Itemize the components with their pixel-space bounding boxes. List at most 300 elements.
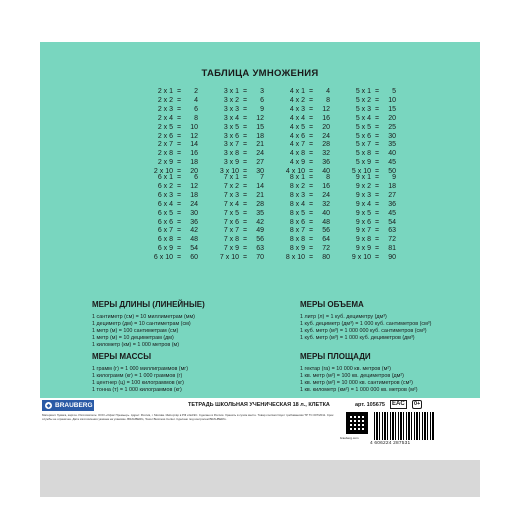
table-row: [338, 133, 398, 142]
expression: 4 x 9: [289, 159, 305, 167]
expression: 4 x 10: [285, 168, 305, 176]
table-row: [338, 174, 398, 183]
equals-sign: =: [242, 218, 248, 226]
expression: 3 x 2: [223, 96, 239, 104]
product: 32: [322, 200, 330, 208]
expression: 4 x 7: [289, 141, 305, 149]
equals-sign: =: [308, 200, 314, 208]
table-row: [206, 254, 266, 263]
expression: 8 x 5: [289, 209, 305, 217]
equals-sign: =: [308, 236, 314, 244]
equals-sign: =: [242, 141, 248, 149]
product: 63: [256, 245, 264, 253]
product: 16: [322, 114, 330, 122]
equals-sign: =: [374, 218, 380, 226]
expression: 5 x 3: [355, 105, 371, 113]
product: 14: [190, 141, 198, 149]
expression: 5 x 10: [351, 168, 371, 176]
table-row: [272, 97, 332, 106]
fine-print: Материал: бумага, картон. Изготовитель: ООО «Офис Премьер». Адрес: Россия, г. Москва. Импортёр в РФ и ЕАЭС. Сделано в России. Хранить в сухом месте. Товар соответствует требованиям ТР ТС 007/2011. Срок службы не ограничен. Дата изготовления указана на упаковке. BRAUBERG, Tower Business Center. Сделано под контролем BRAUBERG.: [42, 414, 334, 421]
table-row: [338, 141, 398, 150]
expression: 3 x 9: [223, 159, 239, 167]
product: 28: [322, 141, 330, 149]
equals-sign: =: [242, 168, 248, 176]
product: 48: [322, 218, 330, 226]
table-row: [206, 201, 266, 210]
equals-sign: =: [242, 191, 248, 199]
equals-sign: =: [176, 218, 182, 226]
table-row: [272, 124, 332, 133]
equals-sign: =: [242, 114, 248, 122]
barcode-number: 4 606224 287531: [370, 441, 411, 446]
table-row: [272, 159, 332, 168]
expression: 8 x 4: [289, 200, 305, 208]
expression: 5 x 5: [355, 123, 371, 131]
table-row: [206, 219, 266, 228]
product: 24: [322, 132, 330, 140]
volume-measures-title: МЕРЫ ОБЪЕМА: [300, 300, 364, 309]
product: 35: [388, 141, 396, 149]
product: 15: [256, 123, 264, 131]
table-row: [206, 174, 266, 183]
equals-sign: =: [176, 159, 182, 167]
expression: 8 x 2: [289, 182, 305, 190]
volume-measures: [300, 300, 490, 342]
product: 64: [322, 236, 330, 244]
table-row: [206, 150, 266, 159]
table-column-5: [338, 88, 398, 177]
product: 60: [190, 254, 198, 262]
expression: 7 x 10: [219, 254, 239, 262]
table-row: [140, 192, 200, 201]
product: 36: [322, 159, 330, 167]
equals-sign: =: [242, 200, 248, 208]
equals-sign: =: [242, 254, 248, 262]
equals-sign: =: [242, 227, 248, 235]
measure-line: 1 гектар (га) = 10 000 кв. метров (м²): [300, 366, 391, 372]
expression: 6 x 8: [157, 236, 173, 244]
table-row: [338, 150, 398, 159]
mass-measures-title: МЕРЫ МАССЫ: [92, 352, 152, 361]
product: 21: [256, 141, 264, 149]
table-row: [272, 150, 332, 159]
expression: 3 x 6: [223, 132, 239, 140]
expression: 7 x 4: [223, 200, 239, 208]
product: 35: [256, 209, 264, 217]
expression: 8 x 8: [289, 236, 305, 244]
equals-sign: =: [374, 174, 380, 181]
equals-sign: =: [308, 218, 314, 226]
table-row: [272, 141, 332, 150]
equals-sign: =: [308, 123, 314, 131]
product-description: ТЕТРАДЬ ШКОЛЬНАЯ УЧЕНИЧЕСКАЯ 18 л., КЛЕТКА: [188, 402, 330, 408]
product: 12: [190, 182, 198, 190]
expression: 2 x 3: [157, 105, 173, 113]
table-row: [206, 192, 266, 201]
equals-sign: =: [176, 200, 182, 208]
expression: 4 x 3: [289, 105, 305, 113]
equals-sign: =: [374, 191, 380, 199]
expression: 6 x 7: [157, 227, 173, 235]
table-row: [272, 192, 332, 201]
product: 14: [256, 182, 264, 190]
table-row: [338, 245, 398, 254]
equals-sign: =: [308, 88, 314, 95]
product: 16: [322, 182, 330, 190]
product: 70: [256, 254, 264, 262]
table-row: [272, 201, 332, 210]
expression: 4 x 5: [289, 123, 305, 131]
product: 6: [260, 96, 264, 104]
equals-sign: =: [374, 254, 380, 262]
equals-sign: =: [308, 227, 314, 235]
equals-sign: =: [176, 141, 182, 149]
equals-sign: =: [374, 123, 380, 131]
equals-sign: =: [374, 200, 380, 208]
table-row: [140, 115, 200, 124]
equals-sign: =: [308, 191, 314, 199]
product: 63: [388, 227, 396, 235]
product: 30: [256, 168, 264, 176]
table-row: [206, 124, 266, 133]
product: 56: [322, 227, 330, 235]
expression: 3 x 4: [223, 114, 239, 122]
expression: 6 x 10: [153, 254, 173, 262]
measure-line: 1 километр (км) = 1 000 метров (м): [92, 342, 179, 348]
page-title: ТАБЛИЦА УМНОЖЕНИЯ: [201, 68, 319, 79]
product: 40: [322, 168, 330, 176]
expression: 2 x 4: [157, 114, 173, 122]
table-row: [206, 115, 266, 124]
product: 45: [388, 209, 396, 217]
equals-sign: =: [176, 88, 182, 95]
table-row: [338, 159, 398, 168]
product: 8: [326, 96, 330, 104]
product: 30: [190, 209, 198, 217]
expression: 3 x 1: [223, 88, 239, 95]
equals-sign: =: [242, 105, 248, 113]
equals-sign: =: [308, 132, 314, 140]
expression: 5 x 4: [355, 114, 371, 122]
barcode-icon: [374, 412, 434, 440]
equals-sign: =: [308, 96, 314, 104]
product: 3: [260, 88, 264, 95]
equals-sign: =: [176, 209, 182, 217]
product: 36: [190, 218, 198, 226]
product: 27: [256, 159, 264, 167]
product: 21: [256, 191, 264, 199]
table-row: [140, 174, 200, 183]
product: 16: [190, 150, 198, 158]
table-row: [272, 219, 332, 228]
table-row: [140, 183, 200, 192]
expression: 8 x 6: [289, 218, 305, 226]
table-row: [338, 201, 398, 210]
expression: 9 x 5: [355, 209, 371, 217]
equals-sign: =: [374, 227, 380, 235]
expression: 6 x 6: [157, 218, 173, 226]
product: 54: [190, 245, 198, 253]
product: 10: [388, 96, 396, 104]
expression: 3 x 10: [219, 168, 239, 176]
equals-sign: =: [176, 150, 182, 158]
table-row: [272, 174, 332, 183]
equals-sign: =: [374, 105, 380, 113]
product: 45: [388, 159, 396, 167]
table-row: [338, 115, 398, 124]
product: 20: [322, 123, 330, 131]
expression: 5 x 2: [355, 96, 371, 104]
equals-sign: =: [176, 254, 182, 262]
table-column-7: [206, 174, 266, 263]
product: 24: [322, 191, 330, 199]
expression: 2 x 2: [157, 96, 173, 104]
measure-line: 1 куб. дециметр (дм³) = 1 000 куб. сантиметров (см³): [300, 321, 432, 327]
equals-sign: =: [176, 96, 182, 104]
bottom-strip: [40, 460, 480, 497]
product: 10: [190, 123, 198, 131]
table-row: [206, 106, 266, 115]
expression: 8 x 3: [289, 191, 305, 199]
table-row: [140, 97, 200, 106]
equals-sign: =: [374, 96, 380, 104]
equals-sign: =: [242, 123, 248, 131]
table-row: [338, 183, 398, 192]
expression: 8 x 7: [289, 227, 305, 235]
mass-measures: [92, 352, 282, 394]
equals-sign: =: [176, 245, 182, 253]
expression: 3 x 3: [223, 105, 239, 113]
expression: 6 x 2: [157, 182, 173, 190]
expression: 7 x 8: [223, 236, 239, 244]
table-row: [338, 227, 398, 236]
equals-sign: =: [308, 150, 314, 158]
product: 25: [388, 123, 396, 131]
multiplication-table: [140, 88, 470, 308]
table-column-2: [140, 88, 200, 177]
table-row: [272, 115, 332, 124]
age-rating: 0+: [414, 401, 421, 407]
product: 50: [388, 168, 396, 176]
product: 20: [388, 114, 396, 122]
product: 7: [260, 174, 264, 181]
product: 12: [322, 105, 330, 113]
table-row: [206, 183, 266, 192]
measure-line: 1 литр (л) = 1 куб. дециметру (дм³): [300, 314, 387, 320]
measure-line: 1 метр (м) = 10 дециметрам (дм): [92, 335, 174, 341]
length-measures: [92, 300, 282, 349]
expression: 9 x 9: [355, 245, 371, 253]
table-row: [272, 236, 332, 245]
product: 28: [256, 200, 264, 208]
brand-name: BRAUBERG: [55, 402, 93, 409]
table-row: [206, 141, 266, 150]
equals-sign: =: [176, 174, 182, 181]
qr-code-icon: [346, 412, 368, 434]
table-row: [338, 210, 398, 219]
equals-sign: =: [242, 150, 248, 158]
measure-line: 1 метр (м) = 100 сантиметрам (см): [92, 328, 179, 334]
equals-sign: =: [374, 209, 380, 217]
equals-sign: =: [242, 236, 248, 244]
table-row: [206, 236, 266, 245]
equals-sign: =: [374, 245, 380, 253]
expression: 8 x 9: [289, 245, 305, 253]
expression: 8 x 1: [289, 174, 305, 181]
equals-sign: =: [242, 245, 248, 253]
equals-sign: =: [176, 182, 182, 190]
table-column-3: [206, 88, 266, 177]
table-row: [272, 88, 332, 97]
expression: 7 x 2: [223, 182, 239, 190]
expression: 6 x 9: [157, 245, 173, 253]
table-row: [206, 159, 266, 168]
table-column-9: [338, 174, 398, 263]
expression: 7 x 5: [223, 209, 239, 217]
table-row: [140, 150, 200, 159]
product: 4: [194, 96, 198, 104]
product: 90: [388, 254, 396, 262]
expression: 9 x 6: [355, 218, 371, 226]
equals-sign: =: [176, 105, 182, 113]
product: 42: [256, 218, 264, 226]
equals-sign: =: [374, 236, 380, 244]
measure-line: 1 сантиметр (см) = 10 миллиметрам (мм): [92, 314, 195, 320]
table-row: [206, 210, 266, 219]
product: 54: [388, 218, 396, 226]
product: 81: [388, 245, 396, 253]
expression: 5 x 8: [355, 150, 371, 158]
expression: 3 x 7: [223, 141, 239, 149]
table-row: [338, 88, 398, 97]
measure-line: 1 килограмм (кг) = 1 000 граммов (г): [92, 373, 183, 379]
product: 72: [388, 236, 396, 244]
equals-sign: =: [242, 159, 248, 167]
equals-sign: =: [176, 132, 182, 140]
expression: 9 x 2: [355, 182, 371, 190]
expression: 4 x 1: [289, 88, 305, 95]
equals-sign: =: [176, 191, 182, 199]
table-row: [206, 133, 266, 142]
expression: 3 x 8: [223, 150, 239, 158]
table-row: [140, 133, 200, 142]
table-row: [140, 124, 200, 133]
area-measures: [300, 352, 490, 394]
table-row: [338, 97, 398, 106]
table-row: [338, 192, 398, 201]
expression: 7 x 7: [223, 227, 239, 235]
table-row: [140, 201, 200, 210]
equals-sign: =: [308, 174, 314, 181]
equals-sign: =: [176, 123, 182, 131]
equals-sign: =: [374, 168, 380, 176]
equals-sign: =: [176, 114, 182, 122]
expression: 5 x 1: [355, 88, 371, 95]
expression: 6 x 1: [157, 174, 173, 181]
equals-sign: =: [308, 114, 314, 122]
product: 72: [322, 245, 330, 253]
equals-sign: =: [308, 209, 314, 217]
expression: 5 x 9: [355, 159, 371, 167]
expression: 4 x 4: [289, 114, 305, 122]
equals-sign: =: [176, 227, 182, 235]
product: 56: [256, 236, 264, 244]
measure-line: 1 дециметр (дм) = 10 сантиметрам (см): [92, 321, 191, 327]
product: 48: [190, 236, 198, 244]
table-row: [140, 106, 200, 115]
product: 18: [256, 132, 264, 140]
product: 24: [190, 200, 198, 208]
equals-sign: =: [308, 141, 314, 149]
expression: 4 x 6: [289, 132, 305, 140]
product: 42: [190, 227, 198, 235]
expression: 2 x 5: [157, 123, 173, 131]
equals-sign: =: [176, 168, 182, 176]
expression: 2 x 8: [157, 150, 173, 158]
table-row: [206, 245, 266, 254]
length-measures-title: МЕРЫ ДЛИНЫ (ЛИНЕЙНЫЕ): [92, 300, 205, 309]
product: 8: [194, 114, 198, 122]
table-row: [140, 254, 200, 263]
product: 5: [392, 88, 396, 95]
product: 15: [388, 105, 396, 113]
product: 80: [322, 254, 330, 262]
table-row: [272, 133, 332, 142]
eac-mark: EAC: [392, 401, 405, 407]
table-row: [206, 88, 266, 97]
expression: 2 x 1: [157, 88, 173, 95]
table-row: [272, 227, 332, 236]
product: 9: [392, 174, 396, 181]
table-row: [338, 236, 398, 245]
measure-line: 1 центнер (ц) = 100 килограммов (кг): [92, 380, 184, 386]
equals-sign: =: [242, 132, 248, 140]
table-row: [272, 183, 332, 192]
table-row: [338, 106, 398, 115]
equals-sign: =: [308, 159, 314, 167]
product: 2: [194, 88, 198, 95]
table-row: [140, 236, 200, 245]
brand-mark-icon: ◆: [46, 402, 51, 409]
equals-sign: =: [242, 209, 248, 217]
product: 12: [190, 132, 198, 140]
expression: 8 x 10: [285, 254, 305, 262]
expression: 7 x 3: [223, 191, 239, 199]
equals-sign: =: [308, 105, 314, 113]
product: 30: [388, 132, 396, 140]
product: 4: [326, 88, 330, 95]
product: 36: [388, 200, 396, 208]
expression: 7 x 1: [223, 174, 239, 181]
table-row: [206, 227, 266, 236]
equals-sign: =: [374, 88, 380, 95]
measure-line: 1 куб. метр (м³) = 1 000 000 куб. сантиметров (см³): [300, 328, 427, 334]
expression: 5 x 6: [355, 132, 371, 140]
table-row: [140, 210, 200, 219]
product: 20: [190, 168, 198, 176]
product: 27: [388, 191, 396, 199]
measure-line: 1 грамм (г) = 1 000 миллиграммов (мг): [92, 366, 189, 372]
brand-logo: [42, 400, 94, 411]
cover-footer: [40, 398, 480, 460]
product: 9: [260, 105, 264, 113]
expression: 6 x 3: [157, 191, 173, 199]
table-row: [140, 159, 200, 168]
expression: 9 x 10: [351, 254, 371, 262]
product: 18: [388, 182, 396, 190]
table-row: [272, 245, 332, 254]
table-column-8: [272, 174, 332, 263]
